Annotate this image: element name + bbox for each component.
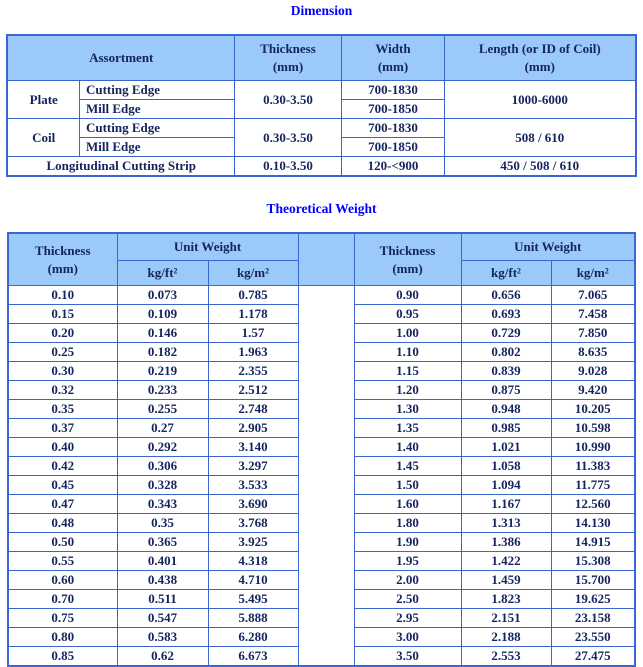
thickness-value-cell: 1.95 [354, 552, 461, 571]
right-thickness-header-unit: (mm) [392, 260, 423, 276]
kgm2-value-cell: 4.710 [208, 571, 298, 590]
kgft2-value-cell: 2.553 [461, 647, 551, 667]
thickness-value-cell: 0.15 [8, 305, 117, 324]
thickness-value-cell: 0.55 [8, 552, 117, 571]
kgft2-value-cell: 0.365 [117, 533, 208, 552]
thickness-value-cell: 0.32 [8, 381, 117, 400]
kgft2-value-cell: 0.985 [461, 419, 551, 438]
thickness-value-cell: 1.30 [354, 400, 461, 419]
thickness-value-cell: 1.10 [354, 343, 461, 362]
kgft2-value-cell: 0.401 [117, 552, 208, 571]
width-header-label: Width [375, 41, 411, 56]
thickness-value-cell: 3.50 [354, 647, 461, 667]
kgm2-value-cell: 3.768 [208, 514, 298, 533]
thickness-value-cell: 0.70 [8, 590, 117, 609]
plate-cutting-width-cell: 700-1830 [342, 81, 445, 100]
kgm2-value-cell: 12.560 [551, 495, 635, 514]
kgm2-value-cell: 10.598 [551, 419, 635, 438]
thickness-value-cell: 0.37 [8, 419, 117, 438]
dimension-title: Dimension [290, 3, 353, 18]
kgm2-value-cell: 3.690 [208, 495, 298, 514]
left-unit-weight-header: Unit Weight [117, 233, 298, 261]
kgm2-value-cell: 2.905 [208, 419, 298, 438]
kgft2-value-cell: 0.292 [117, 438, 208, 457]
kgm2-value-cell: 6.673 [208, 647, 298, 667]
kgm2-value-cell: 3.297 [208, 457, 298, 476]
right-thickness-header [354, 233, 461, 286]
thickness-value-cell: 0.50 [8, 533, 117, 552]
thickness-value-cell: 1.00 [354, 324, 461, 343]
right-kgm2-header: kg/m² [551, 261, 635, 286]
coil-cutting-edge-row [7, 119, 635, 138]
thickness-value-cell: 0.10 [8, 286, 117, 305]
kgm2-value-cell: 9.028 [551, 362, 635, 381]
coil-mill-edge-cell: Mill Edge [79, 138, 234, 157]
thickness-value-cell: 0.42 [8, 457, 117, 476]
thickness-value-cell: 0.47 [8, 495, 117, 514]
plate-cutting-edge-row [7, 81, 635, 100]
weight-header-row-1 [8, 233, 635, 261]
coil-cutting-width-cell: 700-1830 [342, 119, 445, 138]
coil-label-cell: Coil [7, 119, 79, 157]
thickness-value-cell: 2.50 [354, 590, 461, 609]
table-gap-spacer [298, 286, 354, 667]
kgft2-value-cell: 0.62 [117, 647, 208, 667]
kgm2-value-cell: 9.420 [551, 381, 635, 400]
kgft2-value-cell: 0.839 [461, 362, 551, 381]
thickness-value-cell: 0.25 [8, 343, 117, 362]
thickness-value-cell: 0.75 [8, 609, 117, 628]
kgm2-value-cell: 0.785 [208, 286, 298, 305]
kgm2-value-cell: 4.318 [208, 552, 298, 571]
thickness-value-cell: 1.35 [354, 419, 461, 438]
kgft2-value-cell: 1.094 [461, 476, 551, 495]
dimension-header-row [7, 35, 635, 81]
kgm2-value-cell: 8.635 [551, 343, 635, 362]
right-kgft2-header: kg/ft² [461, 261, 551, 286]
kgft2-value-cell: 0.875 [461, 381, 551, 400]
kgft2-value-cell: 0.328 [117, 476, 208, 495]
kgm2-value-cell: 19.625 [551, 590, 635, 609]
theoretical-weight-title: Theoretical Weight [266, 201, 377, 216]
coil-thickness-cell: 0.30-3.50 [235, 119, 342, 157]
theoretical-weight-table [7, 232, 636, 667]
kgft2-value-cell: 0.182 [117, 343, 208, 362]
left-thickness-header-label: Thickness [34, 242, 91, 258]
kgm2-value-cell: 10.205 [551, 400, 635, 419]
strip-width-cell: 120-<900 [342, 157, 445, 177]
kgft2-value-cell: 0.583 [117, 628, 208, 647]
kgm2-value-cell: 3.925 [208, 533, 298, 552]
kgft2-value-cell: 1.459 [461, 571, 551, 590]
kgm2-value-cell: 23.550 [551, 628, 635, 647]
kgft2-value-cell: 0.693 [461, 305, 551, 324]
kgft2-value-cell: 0.146 [117, 324, 208, 343]
kgft2-value-cell: 0.802 [461, 343, 551, 362]
thickness-value-cell: 0.90 [354, 286, 461, 305]
kgm2-value-cell: 23.158 [551, 609, 635, 628]
plate-mill-width-cell: 700-1850 [342, 100, 445, 119]
left-thickness-header-unit: (mm) [47, 260, 78, 276]
kgm2-value-cell: 6.280 [208, 628, 298, 647]
kgm2-value-cell: 11.383 [551, 457, 635, 476]
thickness-value-cell: 0.45 [8, 476, 117, 495]
kgft2-value-cell: 0.255 [117, 400, 208, 419]
kgft2-value-cell: 1.422 [461, 552, 551, 571]
kgm2-value-cell: 15.700 [551, 571, 635, 590]
kgm2-value-cell: 1.57 [208, 324, 298, 343]
strip-row [7, 157, 635, 177]
kgft2-value-cell: 0.35 [117, 514, 208, 533]
thickness-value-cell: 1.45 [354, 457, 461, 476]
thickness-value-cell: 0.40 [8, 438, 117, 457]
thickness-value-cell: 0.80 [8, 628, 117, 647]
kgm2-value-cell: 7.850 [551, 324, 635, 343]
strip-label-cell: Longitudinal Cutting Strip [7, 157, 234, 177]
kgft2-value-cell: 1.058 [461, 457, 551, 476]
kgft2-value-cell: 1.386 [461, 533, 551, 552]
kgm2-value-cell: 1.963 [208, 343, 298, 362]
thickness-value-cell: 1.90 [354, 533, 461, 552]
weight-table-row [8, 286, 635, 305]
kgm2-value-cell: 7.458 [551, 305, 635, 324]
kgm2-value-cell: 5.495 [208, 590, 298, 609]
thickness-value-cell: 0.95 [354, 305, 461, 324]
kgft2-value-cell: 0.073 [117, 286, 208, 305]
table-gap-header-spacer [298, 233, 354, 286]
dimension-table [6, 34, 636, 177]
plate-thickness-cell: 0.30-3.50 [235, 81, 342, 119]
left-kgm2-header: kg/m² [208, 261, 298, 286]
kgft2-value-cell: 0.233 [117, 381, 208, 400]
plate-label-cell: Plate [7, 81, 79, 119]
kgft2-value-cell: 0.656 [461, 286, 551, 305]
kgft2-value-cell: 0.547 [117, 609, 208, 628]
kgft2-value-cell: 2.188 [461, 628, 551, 647]
plate-mill-edge-cell: Mill Edge [79, 100, 234, 119]
weight-table-body [8, 286, 635, 667]
kgm2-value-cell: 5.888 [208, 609, 298, 628]
kgft2-value-cell: 1.823 [461, 590, 551, 609]
length-header-label: Length (or ID of Coil) [478, 41, 601, 56]
thickness-value-cell: 0.48 [8, 514, 117, 533]
kgm2-value-cell: 3.533 [208, 476, 298, 495]
kgft2-value-cell: 0.343 [117, 495, 208, 514]
kgft2-value-cell: 0.511 [117, 590, 208, 609]
kgm2-value-cell: 2.512 [208, 381, 298, 400]
thickness-value-cell: 1.15 [354, 362, 461, 381]
right-unit-weight-header: Unit Weight [461, 233, 635, 261]
kgft2-value-cell: 0.948 [461, 400, 551, 419]
length-header [445, 35, 636, 81]
kgft2-value-cell: 0.306 [117, 457, 208, 476]
width-header-unit: (mm) [377, 59, 409, 74]
thickness-value-cell: 0.60 [8, 571, 117, 590]
kgft2-value-cell: 1.167 [461, 495, 551, 514]
thickness-header [235, 35, 342, 81]
kgm2-value-cell: 15.308 [551, 552, 635, 571]
plate-cutting-edge-cell: Cutting Edge [79, 81, 234, 100]
length-header-unit: (mm) [524, 59, 555, 74]
kgm2-value-cell: 11.775 [551, 476, 635, 495]
thickness-value-cell: 2.95 [354, 609, 461, 628]
kgft2-value-cell: 2.151 [461, 609, 551, 628]
kgm2-value-cell: 27.475 [551, 647, 635, 667]
strip-thickness-cell: 0.10-3.50 [235, 157, 342, 177]
kgft2-value-cell: 0.438 [117, 571, 208, 590]
kgm2-value-cell: 14.915 [551, 533, 635, 552]
thickness-value-cell: 1.40 [354, 438, 461, 457]
thickness-header-label: Thickness [260, 41, 316, 56]
kgft2-value-cell: 0.219 [117, 362, 208, 381]
thickness-value-cell: 3.00 [354, 628, 461, 647]
strip-length-cell: 450 / 508 / 610 [445, 157, 636, 177]
thickness-value-cell: 0.35 [8, 400, 117, 419]
kgm2-value-cell: 1.178 [208, 305, 298, 324]
thickness-value-cell: 0.30 [8, 362, 117, 381]
kgm2-value-cell: 14.130 [551, 514, 635, 533]
coil-mill-width-cell: 700-1850 [342, 138, 445, 157]
kgft2-value-cell: 1.313 [461, 514, 551, 533]
width-header [342, 35, 445, 81]
thickness-value-cell: 0.85 [8, 647, 117, 667]
kgm2-value-cell: 2.355 [208, 362, 298, 381]
kgft2-value-cell: 0.729 [461, 324, 551, 343]
thickness-value-cell: 1.60 [354, 495, 461, 514]
kgft2-value-cell: 1.021 [461, 438, 551, 457]
thickness-value-cell: 1.80 [354, 514, 461, 533]
kgft2-value-cell: 0.109 [117, 305, 208, 324]
kgm2-value-cell: 7.065 [551, 286, 635, 305]
thickness-value-cell: 0.20 [8, 324, 117, 343]
thickness-value-cell: 2.00 [354, 571, 461, 590]
thickness-value-cell: 1.50 [354, 476, 461, 495]
right-thickness-header-label: Thickness [379, 242, 436, 258]
left-thickness-header [8, 233, 117, 286]
kgm2-value-cell: 10.990 [551, 438, 635, 457]
plate-length-cell: 1000-6000 [445, 81, 636, 119]
kgm2-value-cell: 2.748 [208, 400, 298, 419]
assortment-header: Assortment [7, 35, 234, 81]
thickness-header-unit: (mm) [272, 59, 304, 74]
left-kgft2-header: kg/ft² [117, 261, 208, 286]
thickness-value-cell: 1.20 [354, 381, 461, 400]
kgm2-value-cell: 3.140 [208, 438, 298, 457]
kgft2-value-cell: 0.27 [117, 419, 208, 438]
coil-length-cell: 508 / 610 [445, 119, 636, 157]
coil-cutting-edge-cell: Cutting Edge [79, 119, 234, 138]
